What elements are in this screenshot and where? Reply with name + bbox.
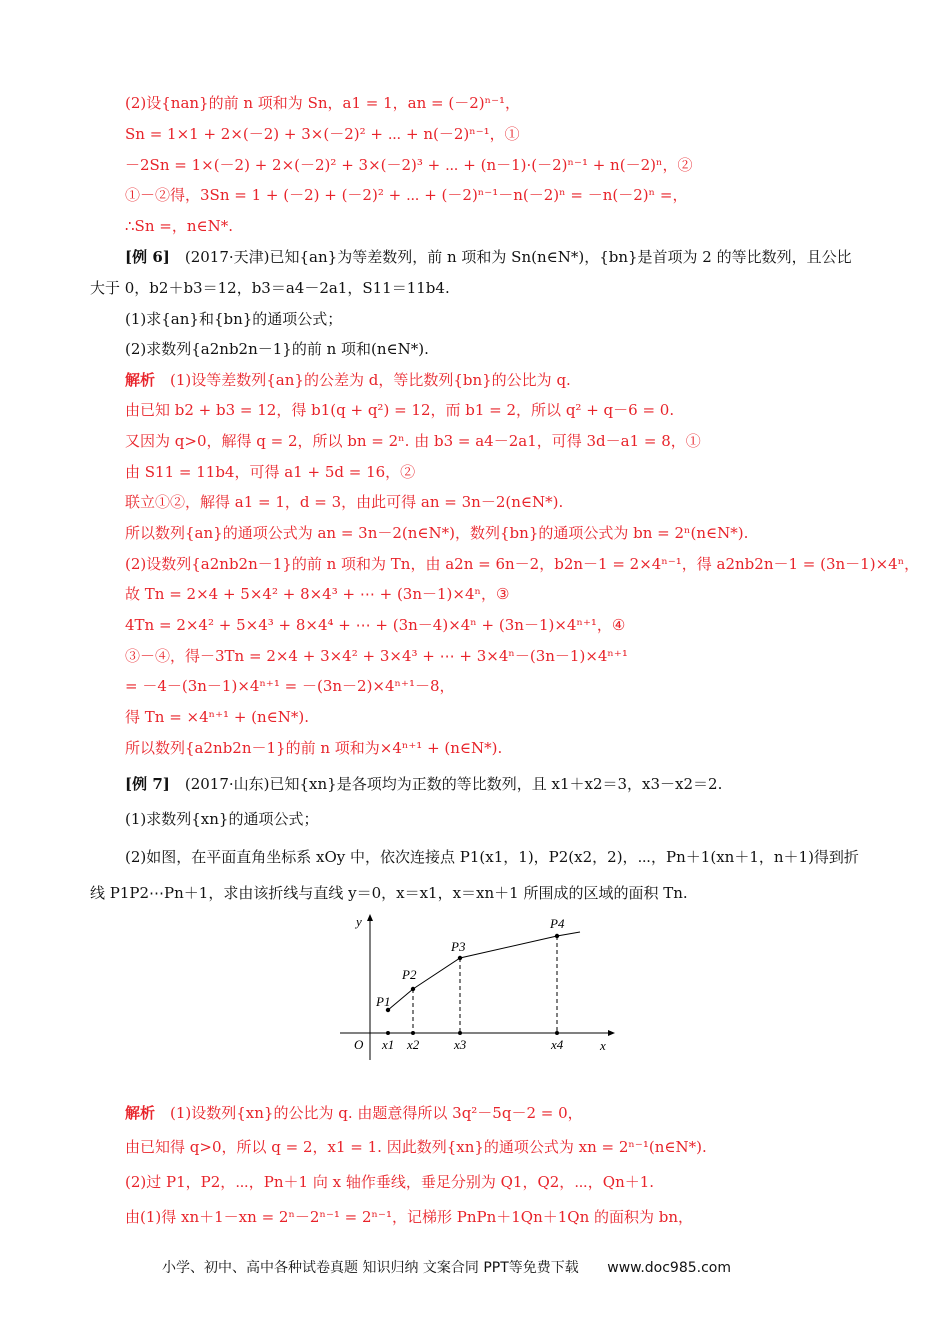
text-line-26: 线 P1P2⋯Pn＋1，求由该折线与直线 y＝0，x＝x1，x＝xn＋1 所围成的区域的面积 Tn. xyxy=(90,884,688,902)
text-line-21: 得 Tn = ×4ⁿ⁺¹ + (n∈N*). xyxy=(125,708,310,726)
y-axis-arrow xyxy=(367,914,373,921)
text-line-27: 解析 (1)设数列{xn}的公比为 q. 由题意得所以 3q²－5q－2 = 0， xyxy=(125,1104,583,1122)
point-p4 xyxy=(555,934,559,938)
text-line-13: 由 S11 = 11b4，可得 a1 + 5d = 16，② xyxy=(125,463,416,481)
point-p3 xyxy=(458,956,462,960)
footer-text: 小学、初中、高中各种试卷真题 知识归纳 文案合同 PPT等免费下载 xyxy=(162,1260,579,1276)
label-p4: P4 xyxy=(550,916,565,931)
label-x1: x1 xyxy=(382,1037,395,1052)
text-line-30: 由(1)得 xn＋1－xn = 2ⁿ－2ⁿ⁻¹ = 2ⁿ⁻¹，记梯形 PnPn＋1Qn＋1Qn 的面积为 bn， xyxy=(125,1208,694,1226)
polyline-path xyxy=(388,932,580,1010)
text-line-4: ①－②得，3Sn = 1 + (－2) + (－2)² + ⋯ + (－2)ⁿ⁻¹－n(－2)ⁿ = －n(－2)ⁿ =， xyxy=(125,186,688,204)
text-line-22: 所以数列{a2nb2n－1}的前 n 项和为×4ⁿ⁺¹ + (n∈N*). xyxy=(125,739,503,757)
text-line-18: 4Tn = 2×4² + 5×4³ + 8×4⁴ + ⋯ + (3n－4)×4ⁿ + (3n－1)×4ⁿ⁺¹，④ xyxy=(125,616,626,634)
label-p3: P3 xyxy=(451,939,466,954)
text-line-9: (2)求数列{a2nb2n－1}的前 n 项和(n∈N*). xyxy=(125,340,429,358)
text-line-12: 又因为 q>0，解得 q = 2，所以 bn = 2ⁿ. 由 b3 = a4－2a1，可得 3d－a1 = 8，① xyxy=(125,432,701,450)
text-line-2: Sn = 1×1 + 2×(－2) + 3×(－2)² + ⋯ + n(－2)ⁿ⁻¹，① xyxy=(125,125,520,143)
label-x3: x3 xyxy=(454,1037,467,1052)
text-line-15: 所以数列{an}的通项公式为 an = 3n－2(n∈N*)，数列{bn}的通项公式为 bn = 2ⁿ(n∈N*). xyxy=(125,524,749,542)
label-x2: x2 xyxy=(407,1037,420,1052)
tick-x3 xyxy=(458,1031,462,1035)
page-footer xyxy=(162,1257,731,1277)
text-line-1: (2)设{nan}的前 n 项和为 Sn，a1 = 1，an = (－2)ⁿ⁻¹， xyxy=(125,94,521,112)
bold-prefix: [例 6] xyxy=(125,248,170,266)
y-axis-label: y xyxy=(356,914,362,929)
bold-prefix: [例 7] xyxy=(125,775,170,793)
point-p2 xyxy=(411,987,415,991)
text-line-25: (2)如图，在平面直角坐标系 xOy 中，依次连接点 P1(x1，1)，P2(x2，2)，⋯，Pn＋1(xn＋1，n＋1)得到折 xyxy=(125,848,859,866)
coordinate-plot xyxy=(338,912,618,1062)
label-p1: P1 xyxy=(376,994,391,1009)
label-p2: P2 xyxy=(402,967,417,982)
text-line-11: 由已知 b2 + b3 = 12，得 b1(q + q²) = 12，而 b1 = 2，所以 q² + q－6 = 0. xyxy=(125,401,675,419)
text-line-23: [例 7] (2017·山东)已知{xn}是各项均为正数的等比数列，且 x1＋x2＝3，x3－x2＝2. xyxy=(125,775,723,793)
footer-site[interactable]: www.doc985.com xyxy=(607,1260,731,1276)
text-line-7: 大于 0，b2＋b3＝12，b3＝a4－2a1，S11＝11b4. xyxy=(90,279,450,297)
x-axis-arrow xyxy=(608,1030,615,1036)
text-line-29: (2)过 P1，P2，⋯，Pn＋1 向 x 轴作垂线，垂足分别为 Q1，Q2，⋯，Qn＋1. xyxy=(125,1173,655,1191)
text-line-17: 故 Tn = 2×4 + 5×4² + 8×4³ + ⋯ + (3n－1)×4ⁿ，③ xyxy=(125,585,510,603)
origin-label: O xyxy=(354,1037,364,1052)
text-line-8: (1)求{an}和{bn}的通项公式； xyxy=(125,310,343,328)
label-x4: x4 xyxy=(551,1037,564,1052)
bold-prefix: 解析 xyxy=(125,1104,156,1122)
text-line-16: (2)设数列{a2nb2n－1}的前 n 项和为 Tn，由 a2n = 6n－2，b2n－1 = 2×4ⁿ⁻¹，得 a2nb2n－1 = (3n－1)×4ⁿ， xyxy=(125,555,920,573)
text-line-24: (1)求数列{xn}的通项公式； xyxy=(125,810,319,828)
polyline-figure xyxy=(338,912,618,1066)
text-line-10: 解析 (1)设等差数列{an}的公差为 d，等比数列{bn}的公比为 q. xyxy=(125,371,571,389)
text-line-5: ∴Sn =，n∈N*. xyxy=(125,217,233,235)
text-line-6: [例 6] (2017·天津)已知{an}为等差数列，前 n 项和为 Sn(n∈N*)，{bn}是首项为 2 的等比数列，且公比 xyxy=(125,248,852,266)
text-line-19: ③－④，得－3Tn = 2×4 + 3×4² + 3×4³ + ⋯ + 3×4ⁿ－(3n－1)×4ⁿ⁺¹ xyxy=(125,647,628,665)
tick-x4 xyxy=(555,1031,559,1035)
x-axis-label: x xyxy=(600,1038,606,1053)
text-line-20: = －4－(3n－1)×4ⁿ⁺¹ = －(3n－2)×4ⁿ⁺¹－8， xyxy=(125,677,455,695)
bold-prefix: 解析 xyxy=(125,371,156,389)
tick-x2 xyxy=(411,1031,415,1035)
text-line-14: 联立①②，解得 a1 = 1，d = 3，由此可得 an = 3n－2(n∈N*). xyxy=(125,493,564,511)
text-line-28: 由已知得 q>0，所以 q = 2，x1 = 1. 因此数列{xn}的通项公式为 xn = 2ⁿ⁻¹(n∈N*). xyxy=(125,1138,707,1156)
tick-x1 xyxy=(386,1031,390,1035)
text-line-3: －2Sn = 1×(－2) + 2×(－2)² + 3×(－2)³ + ⋯ + (n－1)·(－2)ⁿ⁻¹ + n(－2)ⁿ，② xyxy=(125,156,693,174)
